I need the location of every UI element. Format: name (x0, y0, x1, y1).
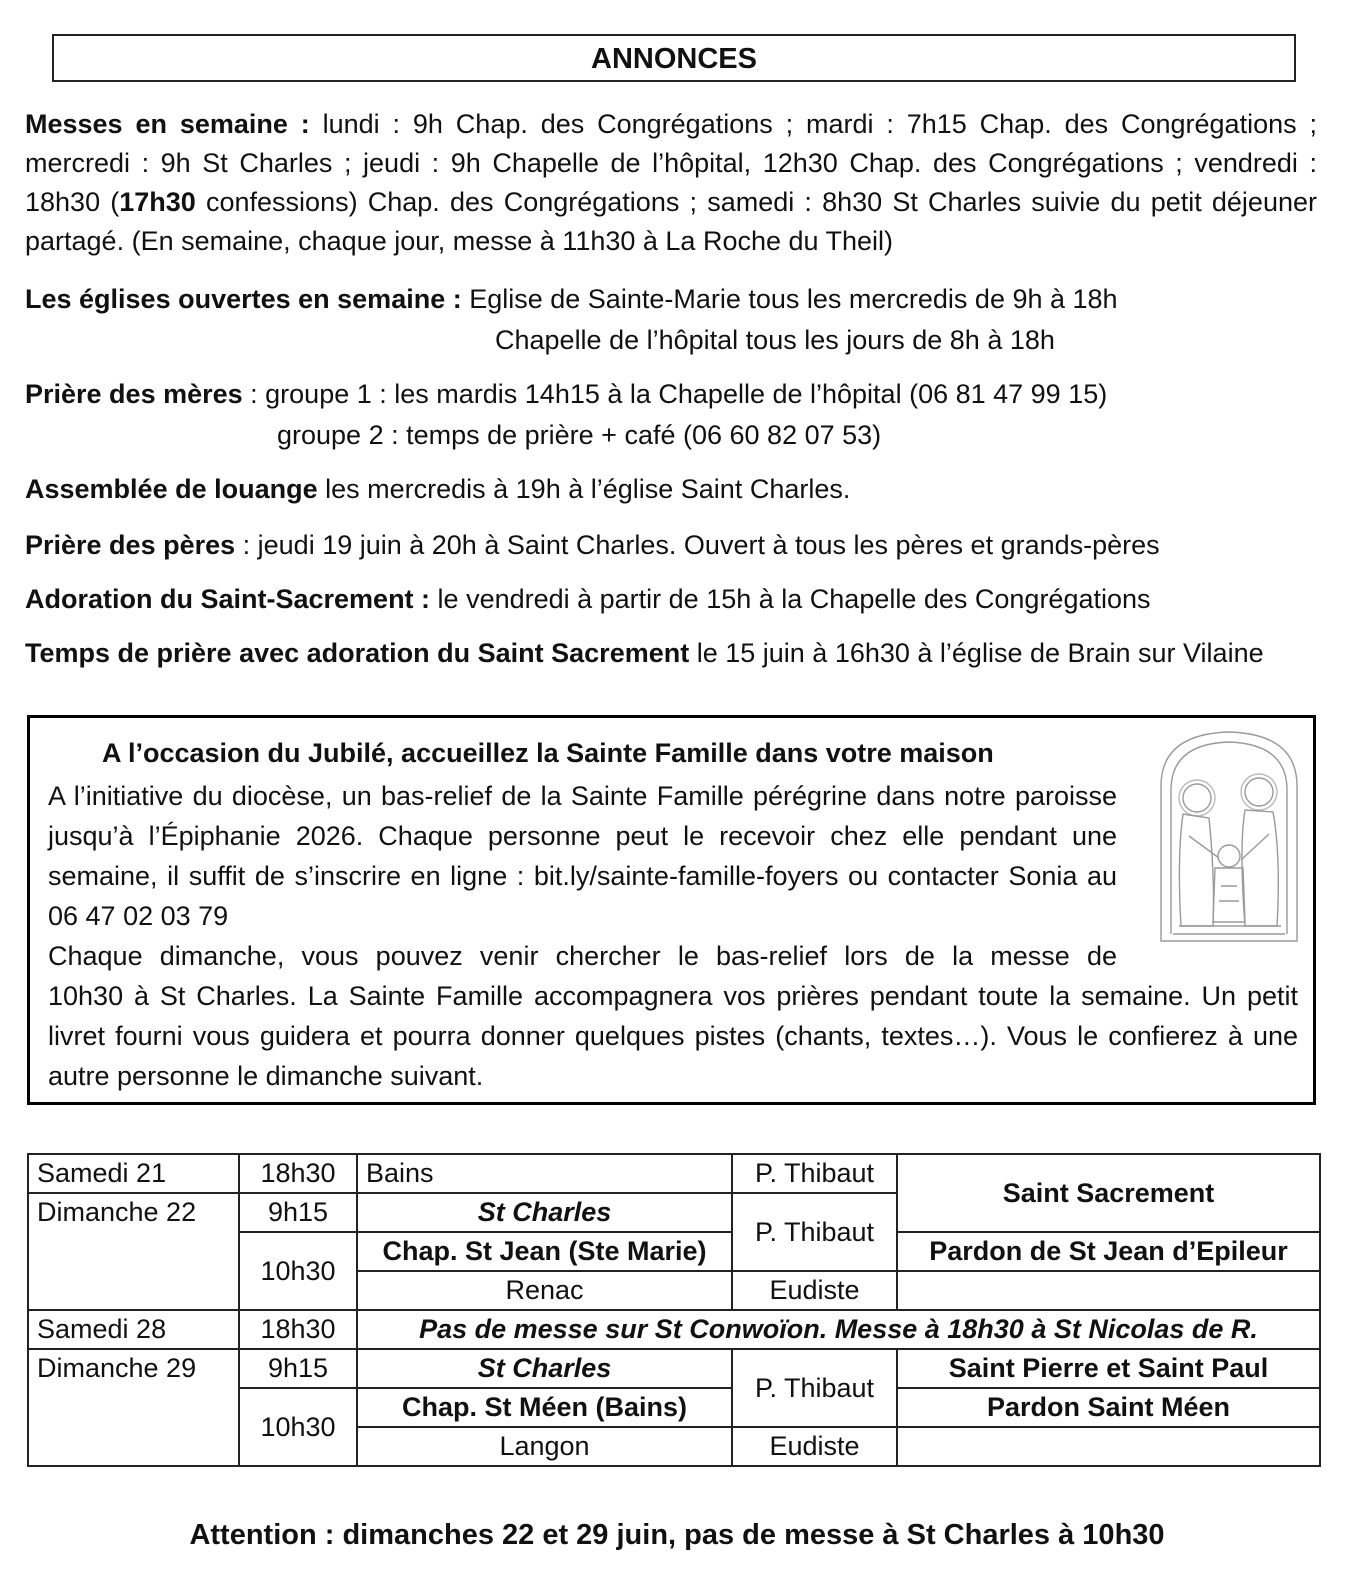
feast-cell (897, 1271, 1320, 1310)
weekday-masses-text: lundi : 9h Chap. des Congrégations ; mardi : 7h15 Chap. des Congrégations ; mercredi : 9h St Charles ; jeudi : 9h Chapelle de l’hôpital, 12h30 Chap. des Congrégations ; vendredi : 18h30 ( (25, 109, 1317, 217)
praise-assembly-label: Assemblée de louange (25, 474, 318, 504)
jubilee-paragraph-2 (48, 936, 1298, 1096)
adoration (25, 580, 1317, 619)
priest-cell: Eudiste (732, 1427, 897, 1466)
day-cell: Samedi 28 (28, 1310, 239, 1349)
confession-time: 17h30 (119, 187, 196, 217)
adoration-text: le vendredi à partir de 15h à la Chapelle des Congrégations (430, 584, 1151, 614)
time-cell: 18h30 (239, 1310, 357, 1349)
table-row (28, 1310, 1320, 1349)
note-cell: Pas de messe sur St Conwoïon. Messe à 18h30 à St Nicolas de R. (357, 1310, 1320, 1349)
feast-cell: Saint Pierre et Saint Paul (897, 1349, 1320, 1388)
time-cell: 18h30 (239, 1154, 357, 1193)
table-row (28, 1349, 1320, 1388)
feast-cell (897, 1427, 1320, 1466)
place-cell: Langon (357, 1427, 732, 1466)
feast-cell: Pardon de St Jean d’Epileur (897, 1232, 1320, 1271)
mothers-prayer-line2: groupe 2 : temps de prière + café (06 60 82 07 53) (277, 420, 882, 450)
day-cell: Dimanche 29 (28, 1349, 239, 1466)
place-cell: Renac (357, 1271, 732, 1310)
announcements-title: ANNONCES (52, 34, 1296, 82)
place-cell: Chap. St Jean (Ste Marie) (357, 1232, 732, 1271)
jubilee-paragraph-2-first-line: Chaque dimanche, vous pouvez venir chercher le bas-relief lors de la messe de (48, 941, 1117, 971)
place-cell: Chap. St Méen (Bains) (357, 1388, 732, 1427)
jubilee-paragraph-2-rest: 10h30 à St Charles. La Sainte Famille accompagnera vos prières pendant toute la semaine. Un petit livret fourni vous guidera et pourra donner quelques pistes (chants, textes…). Vous le confierez à une autre personne le dimanche suivant. (48, 981, 1298, 1091)
jubilee-box (27, 715, 1316, 1105)
prayer-time-label: Temps de prière avec adoration du Saint Sacrement (25, 638, 690, 668)
feast-cell: Saint Sacrement (897, 1154, 1320, 1232)
priest-cell: P. Thibaut (732, 1193, 897, 1271)
fathers-prayer-label: Prière des pères (25, 530, 236, 560)
priest-cell: P. Thibaut (732, 1154, 897, 1193)
day-cell: Samedi 21 (28, 1154, 239, 1193)
jubilee-title: A l’occasion du Jubilé, accueillez la Sainte Famille dans votre maison (102, 738, 994, 768)
weekday-masses-label: Messes en semaine : (25, 109, 310, 139)
prayer-time (25, 634, 1317, 673)
priest-cell: P. Thibaut (732, 1349, 897, 1427)
mothers-prayer-line1: : groupe 1 : les mardis 14h15 à la Chapelle de l’hôpital (06 81 47 99 15) (242, 379, 1108, 409)
adoration-label: Adoration du Saint-Sacrement : (25, 584, 431, 614)
open-churches-label: Les églises ouvertes en semaine : (25, 284, 462, 314)
open-churches (25, 279, 1317, 361)
weekday-masses (25, 105, 1317, 261)
feast-cell: Pardon Saint Méen (897, 1388, 1320, 1427)
prayer-time-text: le 15 juin à 16h30 à l’église de Brain sur Vilaine (689, 638, 1264, 668)
footer-notice: Attention : dimanches 22 et 29 juin, pas de messe à St Charles à 10h30 (189, 1519, 1165, 1551)
praise-assembly-text: les mercredis à 19h à l’église Saint Charles. (317, 474, 851, 504)
place-cell: Bains (357, 1154, 732, 1193)
time-cell: 9h15 (239, 1193, 357, 1232)
place-cell: St Charles (357, 1193, 732, 1232)
place-cell: St Charles (357, 1349, 732, 1388)
day-cell: Dimanche 22 (28, 1193, 239, 1310)
jubilee-paragraph-1: A l’initiative du diocèse, un bas-relief de la Sainte Famille pérégrine dans notre paroisse jusqu’à l’Épiphanie 2026. Chaque personne peut le recevoir chez elle pendant une semaine, il suffit de s’inscrire en ligne : bit.ly/sainte-famille-foyers ou contacter Sonia au 06 47 02 03 79 (48, 781, 1117, 931)
time-cell: 9h15 (239, 1349, 357, 1388)
open-churches-line2: Chapelle de l’hôpital tous les jours de 8h à 18h (495, 325, 1055, 355)
mothers-prayer-label: Prière des mères (25, 379, 243, 409)
holy-family-bas-relief-image (1149, 726, 1309, 948)
mass-schedule-table (27, 1153, 1321, 1467)
priest-cell: Eudiste (732, 1271, 897, 1310)
time-cell: 10h30 (239, 1388, 357, 1466)
open-churches-line1: Eglise de Sainte-Marie tous les mercredis de 9h à 18h (461, 284, 1118, 314)
mothers-prayer (25, 374, 1317, 456)
time-cell: 10h30 (239, 1232, 357, 1310)
fathers-prayer (25, 526, 1317, 565)
fathers-prayer-text: : jeudi 19 juin à 20h à Saint Charles. Ouvert à tous les pères et grands-pères (235, 530, 1160, 560)
weekday-masses-text-end: confessions) Chap. des Congrégations ; samedi : 8h30 St Charles suivie du petit déjeuner partagé. (En semaine, chaque jour, messe à 11h30 à La Roche du Theil) (25, 187, 1317, 256)
table-row (28, 1154, 1320, 1193)
praise-assembly (25, 470, 1317, 509)
